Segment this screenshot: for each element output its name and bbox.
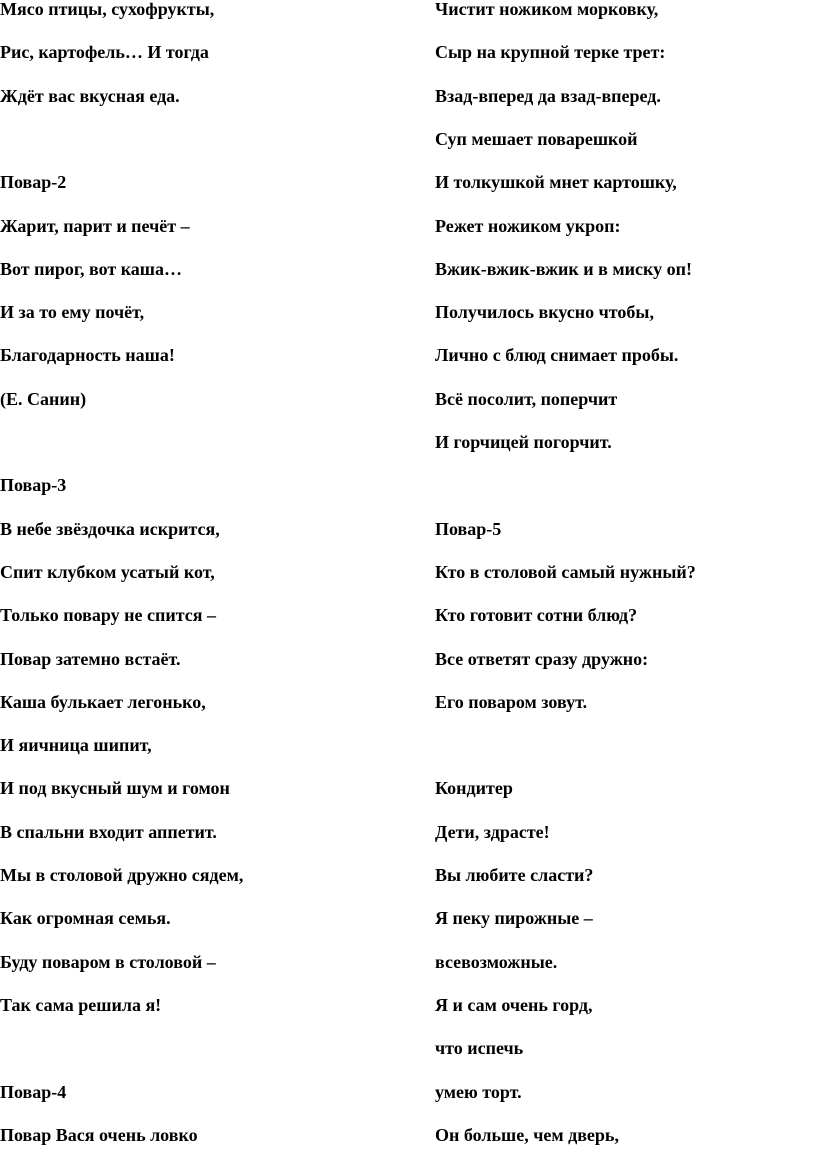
right-poem-line: Повар-5 (435, 518, 502, 539)
left-poem-line: Как огромная семья. (0, 908, 171, 929)
left-poem-line: Благодарность наша! (0, 345, 175, 366)
left-poem-line: Мясо птицы, сухофрукты, (0, 0, 215, 19)
right-poem-line: что испечь (435, 1038, 524, 1059)
right-poem-line: Сыр на крупной терке трет: (435, 42, 666, 63)
right-poem-line: Получилось вкусно чтобы, (435, 302, 654, 323)
left-poem-line: В небе звёздочка искрится, (0, 518, 220, 539)
left-poem-line: (Е. Санин) (0, 388, 87, 409)
right-poem-line: Лично с блюд снимает пробы. (435, 345, 679, 366)
right-poem-line: Все ответят сразу дружно: (435, 648, 649, 669)
left-poem-line: Ждёт вас вкусная еда. (0, 85, 180, 106)
right-poem-line: Кто готовит сотни блюд? (435, 605, 638, 626)
right-poem-line: Всё посолит, поперчит (435, 388, 618, 409)
right-poem-line: Я пеку пирожные – (435, 908, 593, 929)
right-poem-line: Дети, здрасте! (435, 821, 550, 842)
left-poem-line: Рис, картофель… И тогда (0, 42, 209, 63)
left-poem-line: Только повару не спится – (0, 605, 217, 626)
right-poem-line: Режет ножиком укроп: (435, 215, 621, 236)
left-poem-line: Повар-3 (0, 475, 67, 496)
left-poem-line: Вот пирог, вот каша… (0, 258, 183, 279)
left-poem-line: Повар-4 (0, 1081, 67, 1102)
left-poem-line: И под вкусный шум и гомон (0, 778, 230, 799)
left-poem-line: И яичница шипит, (0, 735, 152, 756)
left-poem-line: Повар затемно встаёт. (0, 648, 181, 669)
left-poem-line: Буду поваром в столовой – (0, 951, 216, 972)
right-poem-line: Взад-вперед да взад-вперед. (435, 85, 661, 106)
left-poem-line: Повар Вася очень ловко (0, 1124, 198, 1145)
right-poem-line: Я и сам очень горд, (435, 994, 593, 1015)
left-poem-line: Спит клубком усатый кот, (0, 561, 215, 582)
right-poem-line: умею торт. (435, 1081, 522, 1102)
left-poem-line: И за то ему почёт, (0, 302, 145, 323)
left-poem-line: Каша булькает легонько, (0, 691, 206, 712)
right-poem-line: Его поваром зовут. (435, 691, 588, 712)
right-poem-line: Суп мешает поварешкой (435, 128, 638, 149)
right-poem-line: Чистит ножиком морковку, (435, 0, 659, 19)
left-poem-line: В спальни входит аппетит. (0, 821, 217, 842)
left-poem-line: Так сама решила я! (0, 994, 162, 1015)
right-poem-line: Кондитер (435, 778, 513, 799)
left-poem-line: Мы в столовой дружно сядем, (0, 865, 244, 885)
right-poem-line: всевозможные. (435, 951, 558, 972)
right-poem-line: Он больше, чем дверь, (435, 1124, 619, 1145)
right-poem-line: Кто в столовой самый нужный? (435, 561, 696, 582)
left-poem-line: Повар-2 (0, 172, 67, 193)
right-poem-line: И толкушкой мнет картошку, (435, 172, 677, 193)
right-poem-line: И горчицей погорчит. (435, 432, 612, 452)
right-poem-line: Вжик-вжик-вжик и в миску оп! (435, 258, 692, 279)
left-poem-line: Жарит, парит и печёт – (0, 215, 190, 236)
right-poem-line: Вы любите сласти? (435, 865, 594, 885)
